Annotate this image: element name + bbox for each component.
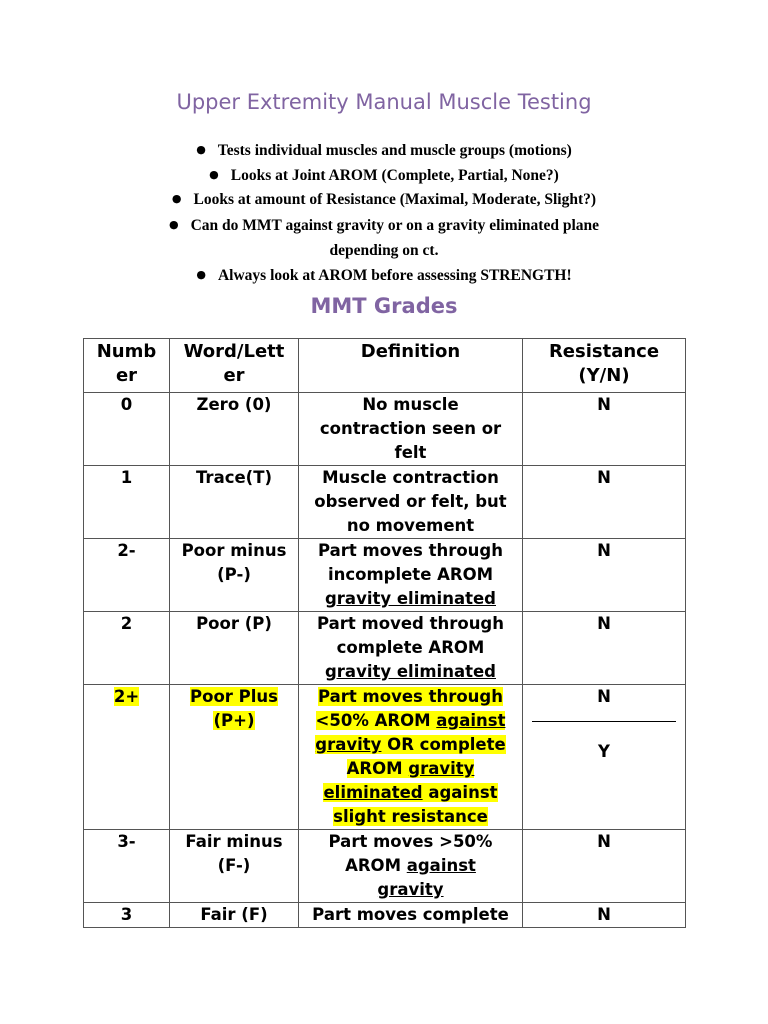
- bullet-item: [0, 263, 768, 288]
- cell-resistance: N: [523, 393, 686, 466]
- cell-definition: Part moves >50% AROM against gravity: [299, 830, 523, 903]
- resistance-value-top: N: [597, 687, 611, 706]
- bullet-icon: ●: [196, 143, 206, 156]
- cell-number: 2-: [84, 539, 170, 612]
- bullet-item: [0, 212, 768, 263]
- bullet-text: Can do MMT against gravity or on a gravity eliminated plane: [190, 216, 600, 234]
- cell-word: Poor (P): [170, 612, 299, 685]
- cell-resistance: N: [523, 612, 686, 685]
- table-row: [84, 612, 686, 685]
- cell-resistance: N: [523, 466, 686, 539]
- table-row-highlighted: [84, 685, 686, 830]
- cell-definition: Part moves complete: [299, 903, 523, 928]
- table-row: [84, 539, 686, 612]
- bullet-text: Looks at Joint AROM (Complete, Partial, None?): [230, 166, 559, 184]
- cell-definition: Part moves through <50% AROM against gravity OR complete AROM gravity eliminated against slight resistance: [299, 685, 523, 830]
- cell-number: 0: [84, 393, 170, 466]
- table-row: [84, 903, 686, 928]
- table-row: [84, 466, 686, 539]
- bullet-item: [0, 163, 768, 188]
- table-row: [84, 393, 686, 466]
- resistance-value-bottom: Y: [598, 742, 610, 761]
- bullet-item: [0, 187, 768, 212]
- bullet-text: Looks at amount of Resistance (Maximal, Moderate, Slight?): [193, 191, 597, 208]
- cell-resistance: N: [523, 903, 686, 928]
- cell-resistance: [523, 685, 686, 830]
- cell-number: 2: [84, 612, 170, 685]
- cell-resistance: N: [523, 539, 686, 612]
- cell-word: Fair (F): [170, 903, 299, 928]
- bullet-text: Always look at AROM before assessing STRENGTH!: [217, 266, 572, 284]
- bullet-list: [0, 138, 768, 287]
- bullet-text: Tests individual muscles and muscle groups (motions): [217, 142, 572, 159]
- header-resistance: Resistance (Y/N): [523, 339, 686, 393]
- mmt-grades-table: [83, 338, 686, 928]
- bullet-item: [0, 138, 768, 163]
- cell-number: 3-: [84, 830, 170, 903]
- cell-number: 3: [84, 903, 170, 928]
- header-word-letter: Word/Lett er: [170, 339, 299, 393]
- cell-definition: No muscle contraction seen or felt: [299, 393, 523, 466]
- table-header-row: [84, 339, 686, 393]
- cell-definition: Part moved through complete AROM gravity eliminated: [299, 612, 523, 685]
- cell-word: Fair minus (F-): [170, 830, 299, 903]
- header-number: Numb er: [84, 339, 170, 393]
- cell-number: 2+: [84, 685, 170, 830]
- page-title: Upper Extremity Manual Muscle Testing: [176, 90, 592, 114]
- bullet-text-continued: depending on ct.: [329, 241, 439, 259]
- bullet-icon: ●: [171, 192, 182, 205]
- section-title: MMT Grades: [310, 294, 458, 318]
- table-row: [84, 830, 686, 903]
- bullet-icon: ●: [196, 267, 206, 281]
- cell-number: 1: [84, 466, 170, 539]
- bullet-icon: ●: [168, 217, 179, 231]
- cell-word: Trace(T): [170, 466, 299, 539]
- cell-word: Poor minus (P-): [170, 539, 299, 612]
- cell-definition: Part moves through incomplete AROM gravity eliminated: [299, 539, 523, 612]
- cell-definition: Muscle contraction observed or felt, but no movement: [299, 466, 523, 539]
- cell-word: Poor Plus (P+): [170, 685, 299, 830]
- cell-word: Zero (0): [170, 393, 299, 466]
- cell-divider: [532, 721, 676, 722]
- header-definition: Definition: [299, 339, 523, 393]
- cell-resistance: N: [523, 830, 686, 903]
- bullet-icon: ●: [209, 167, 219, 181]
